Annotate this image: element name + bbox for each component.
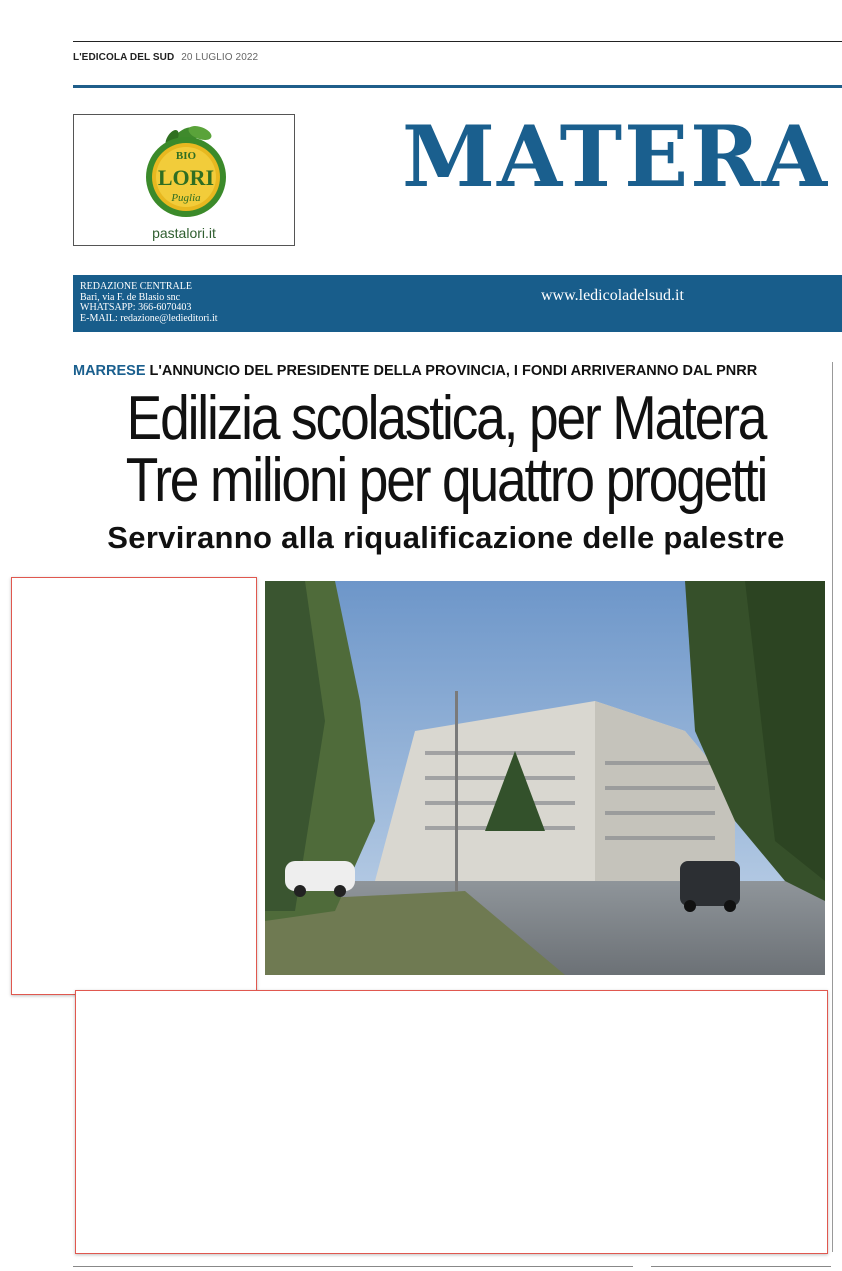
svg-text:BIO: BIO [175, 150, 197, 162]
masthead [73, 52, 258, 63]
redaction-box-left [11, 577, 257, 995]
column-divider [832, 362, 833, 1252]
newspaper-website-link[interactable]: www.ledicoladelsud.it [541, 287, 684, 304]
newsroom-email: E-MAIL: redazione@ledieditori.it [80, 312, 218, 324]
top-rule [73, 41, 842, 42]
header-rule [73, 85, 842, 88]
issue-date: 20 LUGLIO 2022 [181, 52, 259, 63]
kicker-text: L'ANNUNCIO DEL PRESIDENTE DELLA PROVINCIA, I FONDI ARRIVERANNO DAL PNRR [149, 363, 758, 379]
lori-logo-icon [136, 119, 236, 223]
newsroom-address: Bari, via F. de Blasio snc [80, 291, 181, 303]
publication-name: L'EDICOLA DEL SUD [73, 52, 175, 63]
svg-text:Puglia: Puglia [171, 192, 201, 204]
newsroom-contacts [80, 282, 218, 324]
headline-line-2: Tre milioni per quattro progetti [125, 446, 767, 515]
article-kicker [73, 363, 757, 379]
redaction-box-bottom [75, 990, 828, 1254]
contact-bar [73, 275, 842, 332]
subheadline: Serviranno alla riqualificazione delle palestre [107, 520, 785, 555]
footer-rule-right [651, 1266, 831, 1267]
advertisement[interactable] [73, 114, 295, 246]
footer-rule [73, 1266, 633, 1267]
headline-line-1: Edilizia scolastica, per Matera [126, 384, 766, 453]
school-building-photo [265, 581, 825, 975]
section-title: MATERA [402, 107, 830, 206]
newsroom-whatsapp: WHATSAPP: 366-6070403 [80, 302, 192, 313]
newsroom-heading: REDAZIONE CENTRALE [80, 281, 192, 292]
kicker-name: MARRESE [73, 363, 146, 379]
advert-website: pastalori.it [152, 225, 216, 241]
svg-text:LORI: LORI [157, 165, 215, 190]
